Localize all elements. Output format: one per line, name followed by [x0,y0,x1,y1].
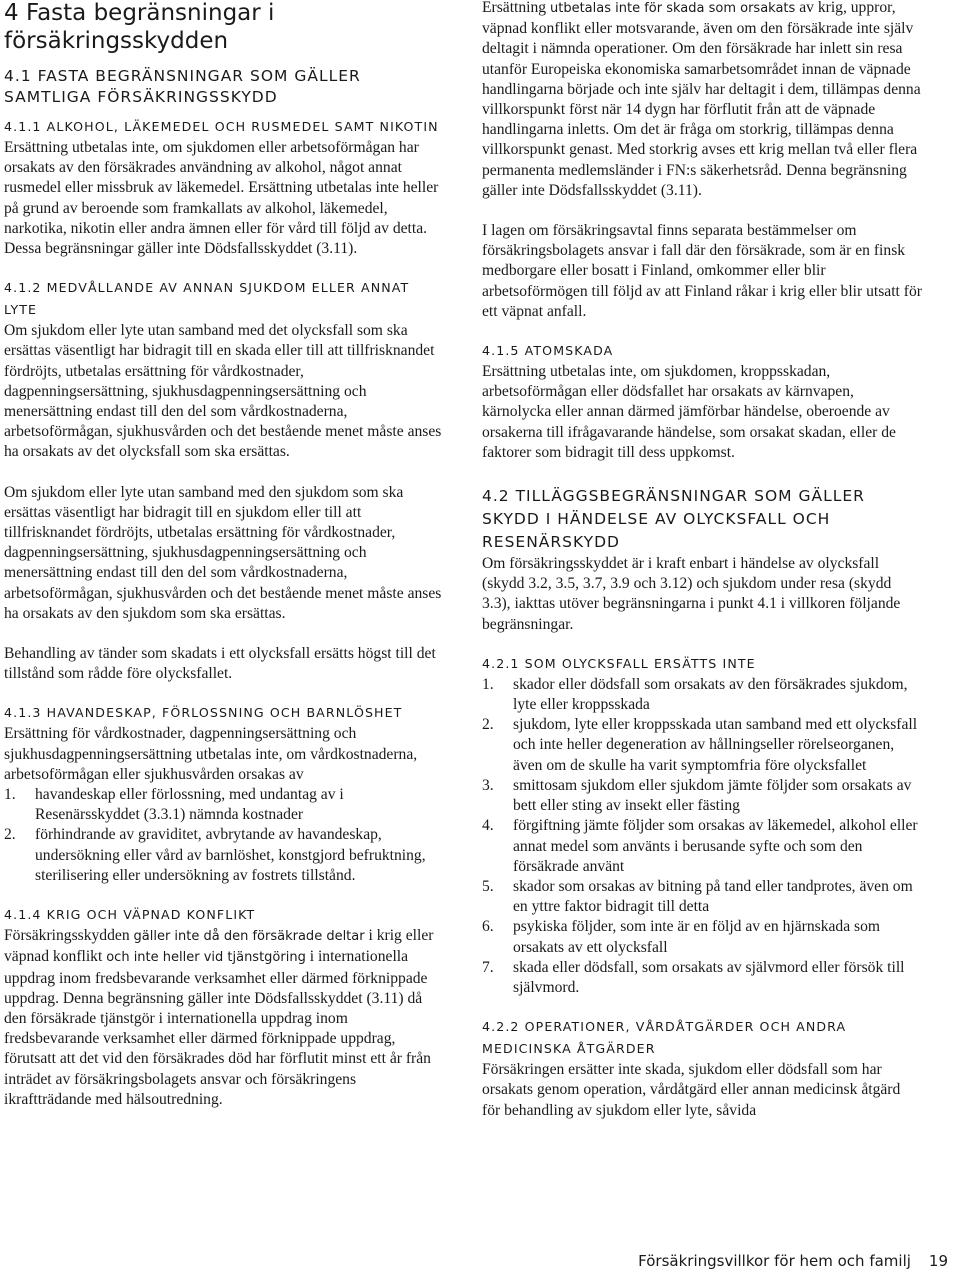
page-number: 19 [928,1252,948,1270]
section-4-2-paragraph: Om försäkringsskyddet är i kraft enbart i händelse av olycksfall (skydd 3.2, 3.5, 3.7, 3.9 och 3.12) och sjukdom under resa (skydd 3.3), iakttas utöver begränsningarna i punkt 4.1 i villkoren följande begränsningar. [482,555,901,633]
list-item: 2. förhindrande av graviditet, avbrytande av havandeskap, undersökning eller vård av barnlöshet, konstgjord befruktning, sterilisering eller undersökning av fostrets tillstånd. [4,826,426,884]
footer-title: Försäkringsvillkor för hem och familj [638,1252,911,1270]
list-item: 1. skador eller dödsfall som orsakats av den försäkrades sjukdom, lyte eller kroppsskada [482,675,908,714]
section-4-1-5-heading: 4.1.5 ATOMSKADA [482,343,614,359]
emphasis-text: och inte heller vid tjänstgöring [106,950,306,966]
emphasis-text: gäller inte då den försäkrade deltar [133,929,365,945]
section-4-1-4-paragraph: Försäkringsskydden gäller inte då den försäkrade deltar i krig eller väpnad konflikt och inte heller vid tjänstgöring i internationella uppdrag inom fredsbevarande verksamhet eller därmed förknippade uppdrag. Denna begränsning gäller inte Dödsfallsskyddet (3.11) då den försäkrade tjänstgör i internationella uppdrag inom fredsbevarande verksamhet eller därmed förknippade uppdrag, förutsatt att det vid den försäkrades död har förflutit minst ett år från inträdet av försäkringsbolagets ansvar och försäkringens ikraftträdande med hälsoutredning. [4,927,434,1108]
section-4-2-1-list [482,675,922,998]
list-item: 4. förgiftning jämte följder som orsakas av läkemedel, alkohol eller annat medel som använts i berusande syfte och som den försäkrade använt [482,817,918,875]
right-column [482,0,922,1121]
section-4-1-2-paragraph-1: Om sjukdom eller lyte utan samband med det olycksfall som ska ersättas väsentligt har bidragit till en skada eller till att tillfrisknandet fördröjts, utbetalas ersättning för vårdkostnader, dagpenningsersättning, sjukhusdagpenningsersättning och menersättning endast till den del som vårdkostnaderna, arbetsoförmågan, sjukhusvården och det bestående menet måste anses ha orsakats av det olycksfall som ska ersättas. [4,322,442,461]
war-law-paragraph: I lagen om försäkringsavtal finns separata bestämmelser om försäkringsbolagets ansvar i fall där den försäkrade, som är en finsk medborgare eller bosatt i Finland, omkommer eller blir arbetsoförmögen till följd av att Finland råkar i krig eller blir utsatt för ett väpnat anfall. [482,222,922,320]
section-4-1-2-paragraph-2: Om sjukdom eller lyte utan samband med den sjukdom som ska ersättas väsentligt har bidragit till en sjukdom eller till att tillfrisknandet fördröjts, utbetalas ersättning för vårdkostnader, dagpenningsersättning, sjukhusdagpenningsersättning och menersättning endast till den del som vårdkostnaderna, arbetsoförmågan, sjukhusvården och det bestående menet måste anses ha orsakats av den sjukdom som ska ersättas. [4,483,442,622]
list-item: 7. skada eller dödsfall, som orsakats av självmord eller försök till självmord. [482,958,905,996]
section-4-1-1-paragraph: Ersättning utbetalas inte, om sjukdomen eller arbetsoförmågan har orsakats av den försäkrades användning av alkohol, något annat rusmedel eller missbruk av läkemedel. Ersättning utbetalas inte heller på grund av beroende som framkallats av alkohol, läkemedel, narkotika, nikotin eller andra ämnen eller för vård till följd av detta. Dessa begränsningar gäller inte Dödsfallsskyddet (3.11). [4,139,439,258]
section-4-1-1-heading: 4.1.1 ALKOHOL, LÄKEMEDEL OCH RUSMEDEL SAMT NIKOTIN [4,119,439,134]
section-4-1-4-heading: 4.1.4 KRIG OCH VÄPNAD KONFLIKT [4,907,256,923]
section-4-1-3-list [4,785,444,886]
emphasis-text: utbetalas inte för skada som orsakats [550,1,796,16]
list-item: 2. sjukdom, lyte eller kroppsskada utan samband med ett olycksfall och inte heller degeneration av hållningseller rörelseorganen, även om de skulle ha varit symptomfria före olycksfallet [482,716,918,774]
list-item: 1. havandeskap eller förlossning, med undantag av i Resenärsskyddet (3.3.1) nämnda kostnader [4,786,344,824]
section-4-2-2-heading: 4.2.2 OPERATIONER, VÅRDÅTGÄRDER OCH ANDRA MEDICINSKA ÅTGÄRDER [482,1019,847,1057]
section-4-1-3-paragraph: Ersättning för vårdkostnader, dagpenningsersättning och sjukhusdagpenningsersättning utbetalas inte, om vårdkostnaderna, arbetsoförmågan eller sjukhusvården orsakas av [4,725,418,783]
section-4-2-2-paragraph: Försäkringen ersätter inte skada, sjukdom eller dödsfall som har orsakats genom operation, vårdåtgärd eller annan medicinsk åtgärd för behandling av sjukdom eller lyte, såvida [482,1061,901,1119]
list-item: 5. skador som orsakas av bitning på tand eller tandprotes, även om en yttre faktor bidragit till detta [482,877,913,916]
list-item: 6. psykiska följder, som inte är en följd av en hjärnskada som orsakats av ett olycksfall [482,918,881,956]
page-title: 4 Fasta begränsningar i försäkringsskydden [4,0,275,54]
section-4-2-1-heading: 4.2.1 SOM OLYCKSFALL ERSÄTTS INTE [482,655,756,671]
section-4-1-heading: 4.1 FASTA BEGRÄNSNINGAR SOM GÄLLER SAMTLIGA FÖRSÄKRINGSSKYDD [4,67,361,106]
section-4-1-5-paragraph: Ersättning utbetalas inte, om sjukdomen, kroppsskadan, arbetsoförmågan eller dödsfallet har orsakats av kärnvapen, kärnolycka eller annan därmed jämförbar händelse, oberoende av orsakerna till ifrågavarande händelse, som orsakat skadan, eller de faktorer som bidragit till dess uppkomst. [482,363,896,461]
section-4-1-2-paragraph-3: Behandling av tänder som skadats i ett olycksfall ersätts högst till det tillstånd som rådde före olycksfallet. [4,645,436,683]
section-4-1-3-heading: 4.1.3 HAVANDESKAP, FÖRLOSSNING OCH BARNLÖSHET [4,705,403,721]
left-column [4,0,444,1110]
war-paragraph: Ersättning utbetalas inte för skada som orsakats av krig, uppror, väpnad konflikt eller motsvarande, även om den försäkrade inte själv deltagit i nämnda operationer. Om den försäkrade har inlett sin resa utanför Europeiska ekonomiska samarbetsområdet innan de väpnade handlingarna började och inte själv har deltagit i dem, tillämpas denna villkorspunkt först när 14 dygn har förflutit från att de väpnade handlingarna inletts. Om det är fråga om storkrig, tillämpas denna villkorspunkt genast. Med storkrig avses ett krig mellan två eller flera permanenta medlemsländer i FN:s säkerhetsråd. Denna begränsning gäller inte Dödsfallsskyddet (3.11). [482,0,921,199]
page-footer [638,1252,948,1270]
section-4-1-2-heading: 4.1.2 MEDVÅLLANDE AV ANNAN SJUKDOM ELLER ANNAT LYTE [4,280,410,318]
list-item: 3. smittosam sjukdom eller sjukdom jämte följder som orsakats av bett eller sting av insekt eller fästing [482,776,912,815]
section-4-2-heading: 4.2 TILLÄGGSBEGRÄNSNINGAR SOM GÄLLER SKYDD I HÄNDELSE AV OLYCKSFALL OCH RESENÄRSKYDD [482,487,865,552]
